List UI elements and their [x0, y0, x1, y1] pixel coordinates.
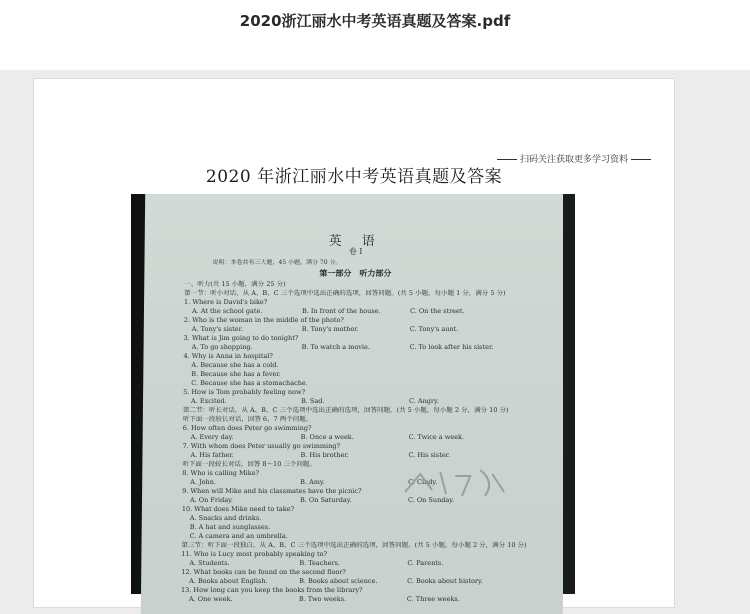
exam-line-text: B. A hat and sunglasses. — [189, 523, 271, 531]
exam-line-text: 听下面一段较长对话，回答 8～10 三个问题。 — [182, 460, 316, 468]
exam-option: B. Teachers. — [299, 559, 341, 567]
exam-line — [183, 370, 563, 379]
exam-line-text: 2. Who is the woman in the middle of the photo? — [183, 316, 344, 324]
exam-option: B. To watch a movie. — [301, 343, 370, 351]
exam-line — [184, 325, 564, 334]
exam-option: C. Parents. — [407, 559, 444, 567]
exam-line-text: 6. How often does Peter go swimming? — [182, 424, 312, 432]
doodle-drawing — [400, 462, 510, 502]
exam-photo — [131, 194, 575, 603]
exam-line-text: 第三节：听下面一段独白，从 A、B、C 三个选项中选出正确的选项，回答问题。(共 5 小题，每小题 2 分，满分 10 分) — [181, 541, 527, 549]
exam-option: C. Cindy. — [408, 478, 438, 486]
exam-line-text: A. Tony's sister. — [191, 325, 244, 333]
exam-line-text: A. Every day. — [190, 433, 234, 441]
exam-line-text: C. Because she has a stomachache. — [191, 379, 308, 387]
exam-line-text: 一、听力(共 15 小题，满分 25 分) — [184, 280, 286, 288]
exam-line-text: A. To go shopping. — [191, 343, 253, 351]
exam-line-text: A. Because she has a cold. — [191, 361, 279, 369]
file-title-bar — [0, 0, 750, 70]
exam-option: C. Twice a week. — [408, 433, 465, 441]
exam-option: C. His sister. — [408, 451, 451, 459]
exam-note: 说明：本卷共有三大题，45 小题，满分 70 分。 — [212, 259, 342, 266]
exam-line — [184, 334, 564, 343]
dash-left — [497, 159, 517, 160]
exam-line — [183, 415, 563, 424]
exam-line — [184, 280, 564, 289]
exam-line — [181, 595, 561, 604]
exam-line — [184, 307, 564, 316]
exam-line-text: A. Books about English. — [189, 577, 268, 585]
exam-line — [184, 298, 564, 307]
exam-line — [182, 451, 562, 460]
exam-line — [183, 406, 563, 415]
exam-sheet — [141, 194, 567, 614]
exam-line — [184, 343, 564, 352]
exam-line-text: 4. Why is Anna in hospital? — [183, 352, 273, 360]
pdf-page — [33, 78, 675, 608]
exam-subheading: 卷 Ⅰ — [348, 247, 363, 256]
exam-line-text: 12. What books can be found on the second floor? — [181, 568, 346, 576]
exam-line-text: 第一节：听小对话，从 A、B、C 三个选项中选出正确的选项，回答问题。(共 5 小题，每小题 1 分，满分 5 分) — [184, 289, 506, 297]
exam-line-text: 9. When will Mike and his classmates have the picnic? — [182, 487, 362, 495]
exam-line — [183, 424, 563, 433]
exam-option: B. Books about science. — [299, 577, 378, 585]
exam-line — [181, 577, 561, 586]
side-note-text: 扫码关注获取更多学习资料 — [519, 155, 628, 165]
exam-option: B. Amy. — [300, 478, 325, 486]
exam-line — [183, 379, 563, 388]
exam-line-text: 8. Who is calling Mike? — [182, 469, 260, 477]
exam-line — [183, 433, 563, 442]
exam-line-text: B. Because she has a fever. — [191, 370, 281, 378]
exam-line-text: 3. What is Jim going to do tonight? — [183, 334, 299, 342]
exam-heading: 英 语 — [328, 234, 383, 249]
exam-line — [182, 505, 562, 514]
exam-line — [184, 316, 564, 325]
exam-option: C. To look after his sister. — [409, 343, 494, 351]
exam-line — [182, 514, 562, 523]
photo-shadow — [563, 194, 575, 594]
exam-option: C. Three weeks. — [406, 595, 460, 603]
exam-line-text: A. At the school gate. — [191, 307, 263, 315]
exam-line — [184, 289, 564, 298]
exam-line-text: 11. Who is Lucy most probably speaking to? — [181, 550, 328, 558]
exam-line-text: 13. How long can you keep the books from the library? — [181, 586, 363, 594]
exam-line-text: C. A camera and an umbrella. — [189, 532, 288, 540]
exam-line-text: A. Snacks and drinks. — [189, 514, 262, 522]
exam-line-text: 5. How is Tom probably feeling now? — [183, 388, 306, 396]
exam-option: C. On Sunday. — [407, 496, 455, 504]
exam-line-text: 1. Where is David's bike? — [184, 298, 268, 306]
exam-line — [181, 568, 561, 577]
exam-part-title: 第一部分 听力部分 — [319, 269, 392, 278]
exam-option: C. Angry. — [408, 397, 439, 405]
exam-option: B. In front of the house. — [301, 307, 381, 315]
exam-line-text: A. Students. — [189, 559, 230, 567]
exam-line — [181, 550, 561, 559]
exam-line — [182, 523, 562, 532]
exam-line-text: A. On Friday. — [189, 496, 234, 504]
exam-line-text: A. John. — [190, 478, 217, 486]
exam-line — [181, 559, 561, 568]
exam-lines — [181, 280, 564, 604]
exam-option: B. Tony's mother. — [301, 325, 359, 333]
exam-line-text: A. Excited. — [190, 397, 227, 405]
exam-option: C. Tony's aunt. — [409, 325, 459, 333]
exam-option: C. On the street. — [409, 307, 465, 315]
exam-option: B. On Saturday. — [299, 496, 352, 504]
exam-line — [181, 541, 561, 550]
exam-option: B. Two weeks. — [298, 595, 347, 603]
exam-line — [183, 361, 563, 370]
exam-line-text: A. One week. — [188, 595, 233, 603]
exam-line-text: 10. What does Mike need to take? — [181, 505, 295, 513]
exam-line — [183, 352, 563, 361]
exam-option: C. Books about history. — [407, 577, 483, 585]
exam-line-text: 7. With whom does Peter usually go swimming? — [182, 442, 340, 450]
exam-option: B. His brother. — [300, 451, 349, 459]
exam-line — [183, 397, 563, 406]
dash-right — [631, 159, 651, 160]
page-title: 2020 年浙江丽水中考英语真题及答案 — [205, 167, 503, 187]
exam-line — [181, 586, 561, 595]
exam-line-text: 听下面一段较长对话，回答 6、7 两个问题。 — [182, 415, 313, 423]
exam-line-text: 第二节：听长对话，从 A、B、C 三个选项中选出正确的选项，回答问题。(共 5 小题，每小题 2 分，满分 10 分) — [182, 406, 509, 414]
exam-line — [182, 532, 562, 541]
exam-option: B. Sad. — [300, 397, 325, 405]
exam-option: B. Once a week. — [300, 433, 354, 441]
exam-line-text: A. His father. — [190, 451, 234, 459]
exam-line — [183, 388, 563, 397]
exam-line — [183, 442, 563, 451]
file-name: 2020浙江丽水中考英语真题及答案.pdf — [239, 12, 511, 30]
